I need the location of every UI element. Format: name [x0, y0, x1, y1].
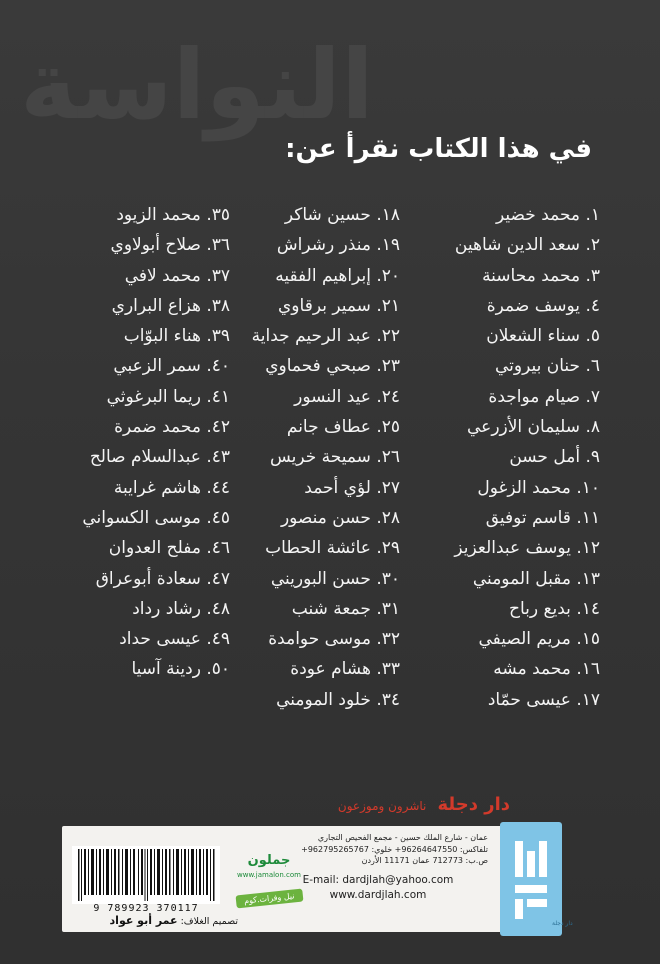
author-item: ٤٥. موسى الكسواني [82, 507, 230, 528]
website-text: www.dardjlah.com [329, 888, 427, 901]
author-item: ٥. سناء الشعلان [486, 326, 600, 347]
author-item: ١٦. محمد مشه [493, 659, 600, 680]
author-item: ٣٠. حسن البوريني [270, 568, 400, 589]
retailer-badge [228, 844, 310, 914]
author-item: ١٢. يوسف عبدالعزيز [454, 538, 600, 559]
author-item: ٤. يوسف ضمرة [486, 295, 600, 316]
author-item: ٤٠. سمر الزعبي [113, 356, 230, 377]
author-item: ٢١. سمير برقاوي [278, 295, 400, 316]
barcode-icon [72, 846, 220, 904]
contents-heading: في هذا الكتاب نقرأ عن: [285, 134, 592, 164]
author-item: ٣٣. هشام عودة [290, 659, 400, 680]
authors-column-1 [430, 200, 600, 715]
authors-column-3 [60, 200, 230, 685]
designer-label: تصميم الغلاف: [180, 916, 238, 927]
author-item: ٤٩. عيسى حداد [119, 629, 230, 650]
author-item: ١٩. منذر رشراش [276, 235, 400, 256]
author-item: ١٠. محمد الزغول [477, 477, 600, 498]
author-item: ٧. صيام مواجدة [488, 386, 600, 407]
author-item: ٣. محمد محاسنة [482, 265, 600, 286]
author-item: ٩. أمل حسن [509, 447, 600, 468]
jamalon-logo: جملون [247, 853, 291, 868]
author-item: ٢٦. سميحة خريس [269, 447, 400, 468]
author-item: ٤١. ريما البرغوثي [106, 386, 230, 407]
title-watermark: النواسة [20, 29, 374, 141]
retailer-tag-icon: نيل وفرات.كوم [235, 889, 303, 909]
author-item: ١٣. مقبل المومني [472, 568, 600, 589]
author-item: ٤٦. مفلح العدوان [108, 538, 230, 559]
author-item: ٣٤. خلود المومني [276, 689, 400, 710]
author-item: ٤٨. رشاد رداد [132, 598, 230, 619]
author-item: ٣١. جمعة شنب [291, 598, 400, 619]
author-item: ٣٨. هزاع البراري [111, 295, 230, 316]
designer-name: عمر أبو عواد [109, 914, 178, 927]
author-item: ٥٠. ردينة آسيا [131, 659, 230, 680]
author-item: ٣٧. محمد لافي [124, 265, 230, 286]
author-item: ١. محمد خضير [496, 205, 600, 225]
jamalon-url: www.jamalon.com [237, 871, 301, 879]
author-item: ٢٩. عائشة الحطاب [265, 538, 400, 559]
author-item: ١٨. حسين شاكر [284, 205, 400, 225]
dar-dijlah-logo-icon [505, 829, 573, 929]
email-text: E-mail: dardjlah@yahoo.com [302, 873, 454, 886]
author-item: ٤٧. سعادة أبوعراق [95, 568, 230, 589]
author-item: ٣٩. هناء البوّاب [123, 326, 230, 347]
publisher-logo [500, 822, 573, 936]
author-item: ١٤. بديع رباح [508, 598, 600, 619]
footer-info-box [62, 826, 573, 932]
author-item: ١١. قاسم توفيق [485, 507, 600, 528]
logo-text: دار دجلة [552, 920, 573, 927]
author-item: ٢٤. عيد النسور [294, 386, 400, 407]
author-item: ٦. حنان بيروتي [494, 356, 600, 377]
publisher-line [338, 792, 510, 818]
author-item: ٢٠. إبراهيم الفقيه [275, 265, 400, 286]
author-item: ٢٧. لؤي أحمد [304, 477, 400, 498]
author-item: ٢. سعد الدين شاهين [454, 235, 600, 256]
author-item: ٢٨. حسن منصور [280, 507, 400, 528]
author-item: ٤٤. هاشم غرايبة [113, 477, 230, 498]
author-item: ٣٥. محمد الزيود [116, 205, 230, 225]
barcode-area [72, 846, 220, 924]
publisher-subtitle: ناشرون وموزعون [337, 799, 427, 813]
isbn-digits: 9 789923 370117 [93, 903, 199, 914]
author-item: ٢٢. عبد الرحيم جداية [251, 326, 400, 347]
author-item: ٣٢. موسى حوامدة [268, 629, 400, 650]
address-line: عمان - شارع الملك حسين - مجمع الفحيص التجاري [317, 833, 488, 842]
author-item: ٨. سليمان الأزرعي [467, 417, 600, 438]
authors-column-2 [230, 200, 400, 715]
author-item: ١٧. عيسى حمّاد [487, 689, 600, 710]
author-item: ١٥. مريم الصيفي [478, 629, 600, 650]
author-item: ٢٣. صبحي فحماوي [265, 356, 400, 377]
author-item: ٣٦. صلاح أبولاوي [110, 235, 230, 256]
cover-designer-credit [68, 914, 238, 928]
po-box-line: ص.ب: 712773 عمان 11171 الأردن [361, 856, 488, 865]
authors-columns [60, 200, 600, 740]
phone-line: تلفاكس: 96264647550+ خلوي: 962795265767+ [301, 844, 488, 854]
author-item: ٤٣. عبدالسلام صالح [89, 447, 230, 468]
author-item: ٤٢. محمد ضمرة [114, 417, 230, 438]
author-item: ٢٥. عطاف جانم [286, 417, 400, 438]
publisher-name: دار دجلة [437, 794, 510, 815]
